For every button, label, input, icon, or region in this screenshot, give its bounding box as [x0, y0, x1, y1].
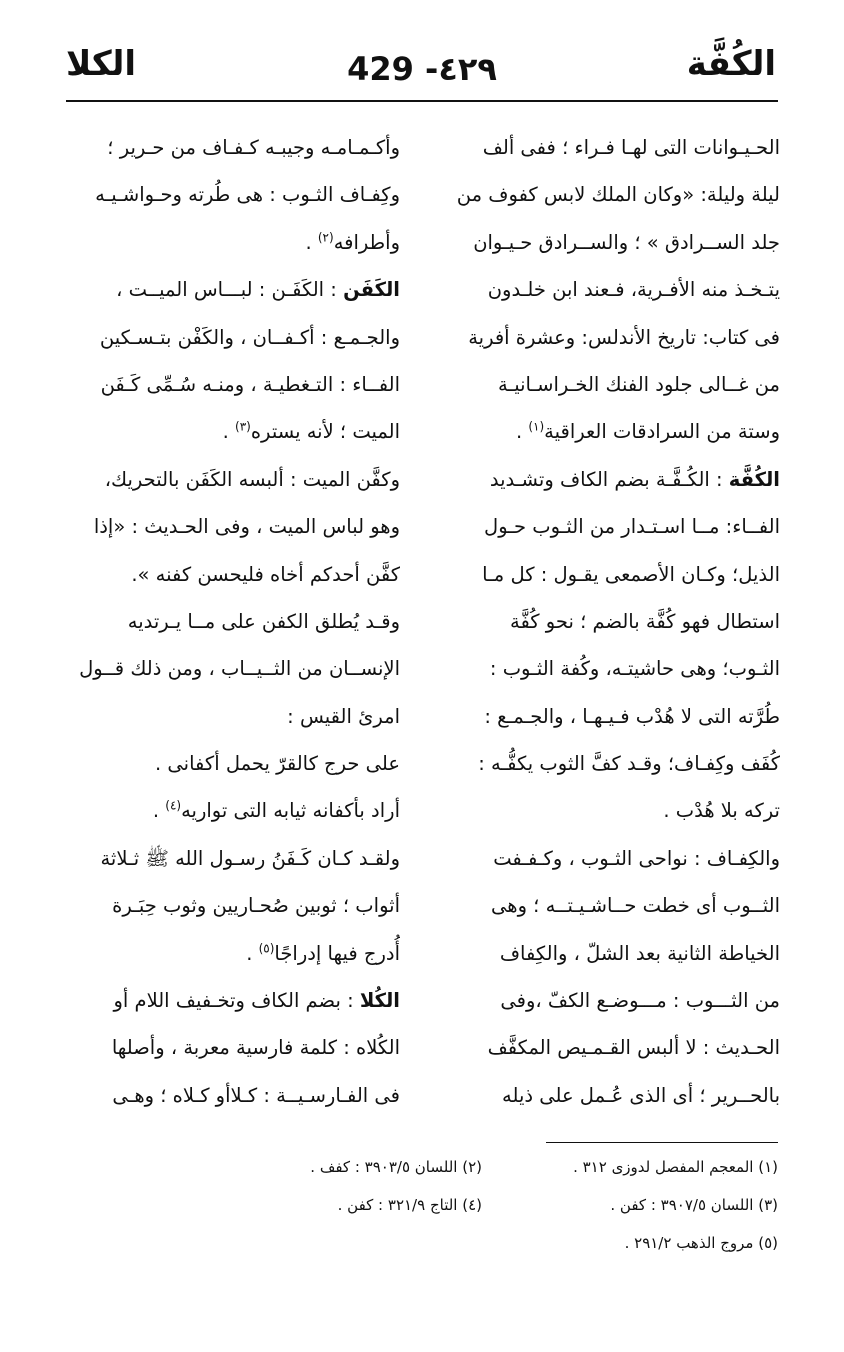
footnote-marker: (٢)	[317, 230, 334, 245]
line-text: : الكَفَـن : لبـــاس الميــت ،	[116, 278, 344, 302]
text-line	[60, 503, 400, 550]
line-text: الإنســان من الثــيــاب ، ومن ذلك قــول	[79, 657, 400, 681]
text-line	[60, 124, 400, 171]
line-text: فى الفـارسـيــة : كـلاأو كـلاه ؛ وهـى	[112, 1083, 400, 1107]
footnote-marker: (٣)	[235, 419, 251, 434]
text-line	[60, 266, 400, 313]
line-text: يتـخـذ منه الأفـرية، فـعند ابن خلـدون	[487, 278, 780, 302]
footnote-rule	[546, 1142, 778, 1143]
line-text: الفــاء : التـغطيـة ، ومنـه سُـمِّى كَـفَن	[100, 372, 400, 396]
line-text: فى كتاب: تاريخ الأندلس: وعشرة أفرية	[468, 325, 780, 349]
header-entry-start: الكُفَّة	[686, 44, 776, 84]
line-text: وهو لباس الميت ، وفى الحـديث : «إذا	[93, 515, 400, 539]
footnote-4: (٤) التاج ٣٢١/٩ : كفن .	[337, 1196, 482, 1214]
text-line	[440, 882, 780, 929]
line-end-punct: .	[222, 420, 236, 444]
line-text: استطال فهو كُفَّة بالضم ؛ نحو كُفَّة	[509, 609, 780, 633]
text-line	[60, 598, 400, 645]
text-line	[60, 835, 400, 882]
line-text: الذيل؛ وكـان الأصمعى يقـول : كل مـا	[482, 562, 780, 586]
text-line	[440, 314, 780, 361]
line-text: والجـمـع : أكـفــان ، والكَفْن بتـسـكين	[99, 325, 400, 349]
text-line	[440, 551, 780, 598]
line-text: الثــوب أى خطت حــاشـيـتــه ؛ وهى	[491, 894, 780, 918]
line-text: الخياطة الثانية بعد الشلّ ، والكِفاف	[499, 941, 780, 965]
footnote-marker: (١)	[528, 419, 545, 434]
line-text: جلد الســرادق » ؛ والســرادق حـيـوان	[473, 230, 780, 254]
text-line	[60, 456, 400, 503]
text-line	[60, 408, 400, 455]
line-text: وستة من السرادقات العراقية	[544, 420, 780, 444]
line-text: الفــاء: مــا اسـتـدار من الثـوب حـول	[484, 515, 780, 539]
line-text: : الكُـفَّـة بضم الكاف وتشـديد	[489, 467, 729, 491]
text-line	[60, 219, 400, 266]
line-text: على حرج كالقرّ يحمل أكفانى .	[155, 752, 400, 776]
text-line	[440, 503, 780, 550]
line-text: أراد بأكفانه ثيابه التى تواريه	[181, 799, 400, 823]
line-text: من الثـــوب : مـــوضـع الكفّ ،وفى	[500, 989, 780, 1013]
line-text: طُرَّته التى لا هُدْب فـيـهـا ، والجـمـع :	[484, 704, 780, 728]
footnote-marker: (٥)	[258, 941, 275, 956]
line-text: ولقـد كـان كَـفَنُ رسـول الله ﷺ ثـلاثة	[100, 846, 400, 870]
line-text: : بضم الكاف وتخـفيف اللام أو	[113, 989, 360, 1013]
line-end-punct: .	[515, 420, 529, 444]
line-text: بالحــرير ؛ أى الذى عُـمل على ذيله	[502, 1083, 780, 1107]
text-line	[440, 835, 780, 882]
line-text: الحـديث : لا ألبس القـمـيص المكفَّف	[487, 1036, 780, 1060]
header-rule	[66, 100, 778, 102]
footnote-1: (١) المعجم المفصل لدوزى ٣١٢ .	[573, 1158, 778, 1176]
page-number: 429 -٤٢٩	[347, 50, 497, 88]
text-line	[60, 361, 400, 408]
line-text: الثـوب؛ وهى حاشيتـه، وكُفة الثـوب :	[489, 657, 780, 681]
text-line	[60, 314, 400, 361]
text-line	[440, 977, 780, 1024]
text-line	[440, 598, 780, 645]
footnote-marker: (٤)	[165, 798, 182, 813]
line-text: كُفَف وكِفـاف؛ وقـد كفَّ الثوب يكفُّـه :	[478, 752, 780, 776]
right-text-column	[440, 124, 780, 1119]
text-line	[440, 171, 780, 218]
text-line	[60, 645, 400, 692]
text-line	[440, 787, 780, 834]
text-line	[440, 1072, 780, 1119]
line-end-punct: .	[152, 799, 166, 823]
line-text: الميت ؛ لأنه يستره	[250, 420, 400, 444]
text-line	[60, 740, 400, 787]
line-text: والكِفـاف : نواحى الثـوب ، وكـفـفت	[493, 846, 780, 870]
line-text: امرئ القيس :	[287, 704, 400, 728]
footnote-2: (٢) اللسان ٣٩٠٣/٥ : كفف .	[310, 1158, 482, 1176]
footnote-5: (٥) مروج الذهب ٢٩١/٢ .	[624, 1234, 778, 1252]
text-line	[60, 1024, 400, 1071]
left-text-column	[60, 124, 400, 1119]
line-text: وقـد يُطلق الكفن على مــا يـرتديه	[127, 609, 400, 633]
line-text: من غــالى جلود الفنك الخـراسـانيـة	[498, 372, 780, 396]
text-line	[440, 693, 780, 740]
line-text: تركه بلا هُدْب .	[663, 799, 780, 823]
text-line	[440, 930, 780, 977]
line-text: أثواب ؛ ثوبين صُحـاريين وثوب حِبَـرة	[112, 894, 400, 918]
line-text: أُدرج فيها إدراجًا	[274, 941, 400, 965]
entry-headword: الكُفَّة	[728, 467, 780, 491]
text-line	[60, 171, 400, 218]
line-end-punct: .	[305, 230, 318, 254]
text-line	[440, 124, 780, 171]
text-line	[440, 1024, 780, 1071]
line-text: الحـيـوانات التى لهـا فـراء ؛ ففى ألف	[482, 136, 780, 159]
line-text: الكُلاه : كلمة فارسية معربة ، وأصلها	[111, 1036, 400, 1060]
text-line	[440, 361, 780, 408]
text-line	[60, 787, 400, 834]
text-line	[440, 456, 780, 503]
text-line	[60, 882, 400, 929]
text-line	[60, 930, 400, 977]
entry-headword: الكُلا	[359, 989, 400, 1013]
text-line	[60, 1072, 400, 1119]
text-line	[60, 551, 400, 598]
entry-headword: الكَفَن	[343, 278, 400, 302]
line-text: كفَّن أحدكم أخاه فليحسن كفنه ».	[131, 562, 400, 586]
text-line	[440, 266, 780, 313]
line-end-punct: .	[246, 941, 259, 965]
line-text: ليلة وليلة: «وكان الملك لابس كفوف من	[456, 183, 780, 207]
text-line	[440, 408, 780, 455]
text-line	[440, 740, 780, 787]
text-line	[60, 977, 400, 1024]
footnote-3: (٣) اللسان ٣٩٠٧/٥ : كفن .	[610, 1196, 778, 1214]
text-line	[440, 219, 780, 266]
text-line	[440, 645, 780, 692]
text-line	[60, 693, 400, 740]
line-text: وأكـمـامـه وجيبـه كـفـاف من حـرير ؛	[107, 136, 400, 159]
header-entry-end: الكلا	[66, 44, 137, 84]
line-text: وكِفـاف الثـوب : هى طُرته وحـواشـيـه	[95, 183, 400, 207]
line-text: وأطرافه	[333, 230, 400, 254]
line-text: وكفَّن الميت : ألبسه الكَفَن بالتحريك،	[104, 467, 400, 491]
